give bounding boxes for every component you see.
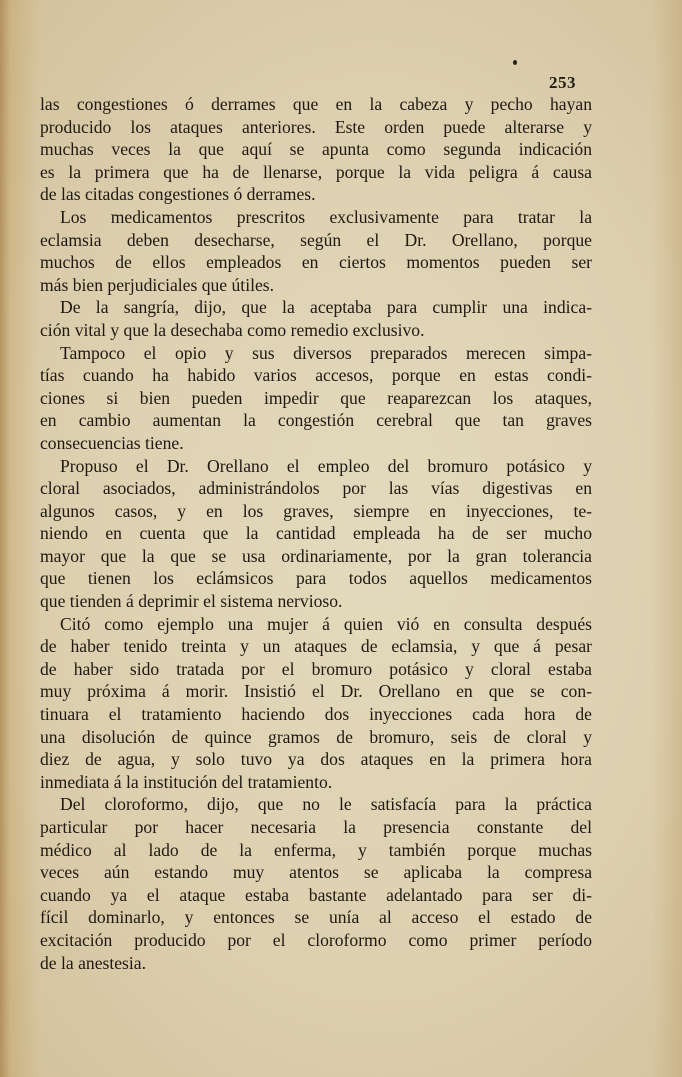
text-line: de las citadas congestiones ó derrames. — [40, 184, 316, 205]
text-line: fícil dominarlo, y entonces se unía al acceso el estado de — [40, 907, 592, 928]
text-line: ción vital y que la desechaba como remedio exclusivo. — [40, 319, 425, 340]
text-line: eclamsia deben desecharse, según el Dr. Orellano, porque — [40, 229, 592, 250]
text-line: de haber tenido treinta y un ataques de eclamsia, y que á pesar — [40, 636, 592, 657]
paragraph-opio — [40, 342, 592, 455]
page-number: 253 — [549, 73, 576, 92]
text-line: Los medicamentos prescritos exclusivamente para tratar la — [60, 206, 592, 227]
text-line: diez de agua, y solo tuvo ya dos ataques en la primera hora — [40, 749, 592, 770]
paragraph-medicamentos — [40, 206, 592, 296]
text-line: De la sangría, dijo, que la aceptaba para cumplir una indica- — [60, 297, 592, 318]
paragraph-ejemplo — [40, 613, 592, 794]
text-line: mayor que la que se usa ordinariamente, por la gran tolerancia — [40, 545, 592, 566]
ink-speck — [513, 60, 517, 65]
text-line: producido los ataques anteriores. Este orden puede alterarse y — [40, 116, 592, 137]
text-line: Tampoco el opio y sus diversos preparados merecen simpa- — [60, 342, 592, 363]
text-line: cuando ya el ataque estaba bastante adelantado para ser di- — [40, 884, 592, 905]
text-line: ciones si bien pueden impedir que reaparezcan los ataques, — [40, 387, 592, 408]
text-line: las congestiones ó derrames que en la cabeza y pecho hayan — [40, 94, 592, 114]
text-line: una disolución de quince gramos de bromuro, seis de cloral y — [40, 726, 592, 747]
paragraph-bromuro — [40, 455, 592, 613]
text-line: veces aún estando muy atentos se aplicaba la compresa — [40, 862, 592, 883]
text-line: que tienen los eclámsicos para todos aquellos medicamentos — [40, 568, 592, 589]
text-line: tinuara el tratamiento haciendo dos inyecciones cada hora de — [40, 704, 592, 725]
paragraph-sangria — [40, 296, 592, 341]
text-line: más bien perjudiciales que útiles. — [40, 274, 275, 295]
text-line: Citó como ejemplo una mujer á quien vió en consulta después — [60, 613, 592, 634]
text-line: Propuso el Dr. Orellano el empleo del bromuro potásico y — [60, 455, 592, 476]
text-line: muchos de ellos empleados en ciertos momentos pueden ser — [40, 252, 592, 273]
text-line: Del cloroformo, dijo, que no le satisfacía para la práctica — [60, 794, 592, 815]
text-line: inmediata á la institución del tratamiento. — [40, 771, 333, 792]
paragraph-cloroformo — [40, 793, 592, 974]
text-line: tías cuando ha habido varios accesos, porque en estas condi- — [40, 365, 592, 386]
paragraph-congestiones — [40, 93, 592, 206]
text-line: de haber sido tratada por el bromuro potásico y cloral estaba — [40, 658, 592, 679]
text-line: excitación producido por el cloroformo como primer período — [40, 929, 592, 950]
body-text — [40, 93, 592, 974]
text-line: niendo en cuenta que la cantidad empleada ha de ser mucho — [40, 523, 592, 544]
text-line: algunos casos, y en los graves, siempre en inyecciones, te- — [40, 500, 592, 521]
text-line: cloral asociados, administrándolos por las vías digestivas en — [40, 478, 592, 499]
text-line: consecuencias tiene. — [40, 432, 184, 453]
text-line: de la anestesia. — [40, 952, 147, 973]
text-line: médico al lado de la enferma, y también porque muchas — [40, 839, 592, 860]
text-line: muchas veces la que aquí se apunta como segunda indicación — [40, 139, 592, 160]
text-line: es la primera que ha de llenarse, porque la vida peligra á causa — [40, 161, 592, 182]
text-line: muy próxima á morir. Insistió el Dr. Orellano en que se con- — [40, 681, 592, 702]
text-line: particular por hacer necesaria la presencia constante del — [40, 817, 592, 837]
text-line: en cambio aumentan la congestión cerebral que tan graves — [40, 410, 592, 431]
text-line: que tienden á deprimir el sistema nervioso. — [40, 591, 343, 612]
